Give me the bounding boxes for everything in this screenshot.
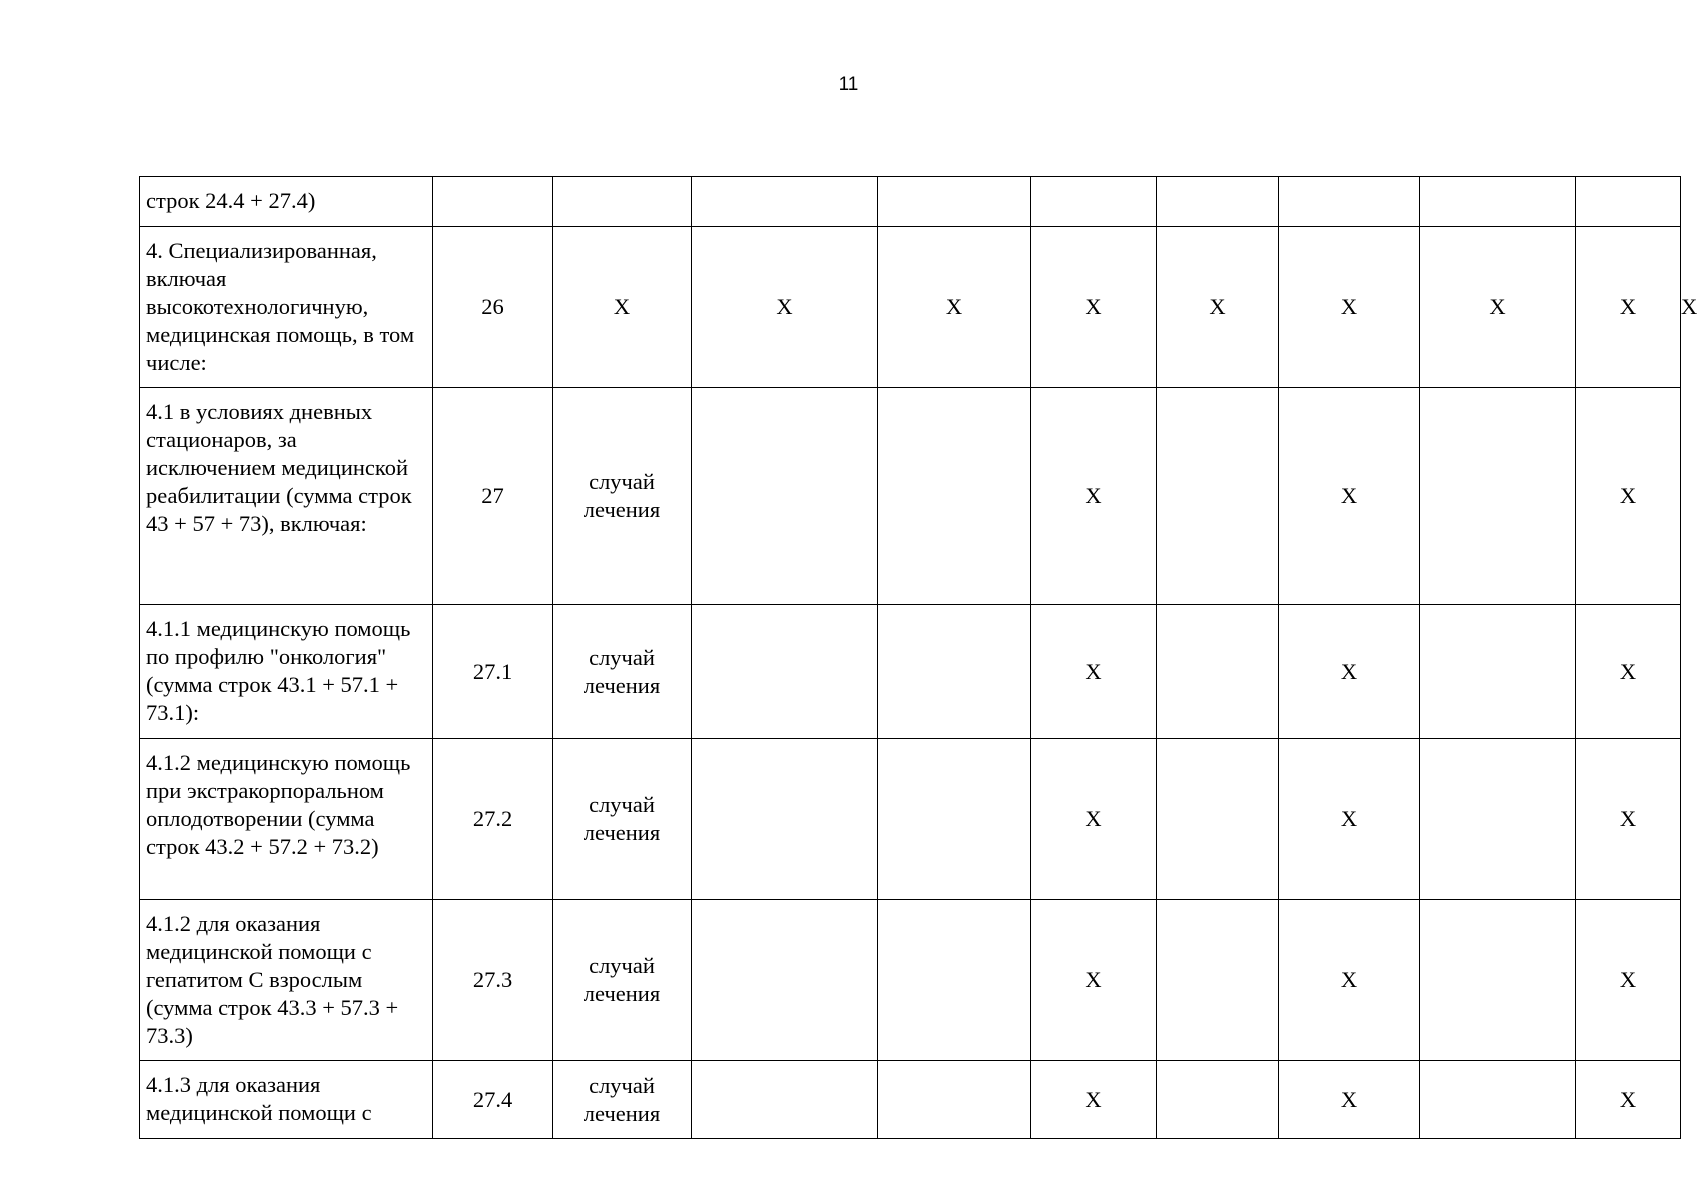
table-cell: X (878, 227, 1031, 388)
table-cell (1420, 1061, 1576, 1139)
row-description: 4.1.2 медицинскую помощь при экстракорпоральном оплодотворении (сумма строк 43.2 + 57.2 + 73.2) (140, 739, 433, 900)
table-cell: X (1031, 605, 1157, 739)
table-cell (878, 900, 1031, 1061)
table-cell (878, 1061, 1031, 1139)
row-description: строк 24.4 + 27.4) (140, 177, 433, 227)
table-cell (1420, 739, 1576, 900)
row-unit: случай лечения (553, 388, 692, 605)
table-cell: X (1279, 900, 1420, 1061)
table-row (140, 605, 1681, 739)
row-code: 27.3 (433, 900, 553, 1061)
table-cell (692, 388, 878, 605)
table-cell: X (1031, 388, 1157, 605)
table-cell (878, 739, 1031, 900)
row-code: 27 (433, 388, 553, 605)
table-row (140, 388, 1681, 605)
table-cell (878, 388, 1031, 605)
row-code: 26 (433, 227, 553, 388)
table-cell (1420, 388, 1576, 605)
table-cell (878, 177, 1031, 227)
table-cell (1157, 1061, 1279, 1139)
data-table (139, 176, 1697, 1139)
table-cell: X (1576, 900, 1681, 1061)
table-cell (1157, 605, 1279, 739)
row-code: 27.1 (433, 605, 553, 739)
page-number: 11 (838, 74, 859, 95)
row-code: 27.4 (433, 1061, 553, 1139)
table-cell (1420, 177, 1576, 227)
table-cell: X (1576, 605, 1681, 739)
row-description: 4.1 в условиях дневных стационаров, за исключением медицинской реабилитации (сумма строк 43 + 57 + 73), включая: (140, 388, 433, 605)
table-cell (1157, 177, 1279, 227)
table-body (140, 177, 1697, 1139)
table-cell (692, 605, 878, 739)
row-unit: X (553, 227, 692, 388)
table-row (140, 900, 1681, 1061)
table-row (140, 1061, 1681, 1139)
table-cell (692, 739, 878, 900)
table-cell: X (1279, 227, 1420, 388)
table-row (140, 177, 1681, 227)
table-row (140, 739, 1681, 900)
row-description: 4.1.1 медицинскую помощь по профилю "онкология" (сумма строк 43.1 + 57.1 + 73.1): (140, 605, 433, 739)
row-unit: случай лечения (553, 900, 692, 1061)
row-description: 4.1.3 для оказания медицинской помощи с (140, 1061, 433, 1139)
row-unit (553, 177, 692, 227)
table-cell: X (1279, 1061, 1420, 1139)
row-code: 27.2 (433, 739, 553, 900)
table-cell: X (1279, 739, 1420, 900)
row-unit: случай лечения (553, 739, 692, 900)
table-cell: X (1576, 739, 1681, 900)
table-cell: X (1031, 739, 1157, 900)
table-cell (1279, 177, 1420, 227)
row-description: 4. Специализированная, включая высокотехнологичную, медицинская помощь, в том числе: (140, 227, 433, 388)
table-cell: X (1576, 227, 1681, 388)
table-cell (878, 605, 1031, 739)
table-cell (1420, 605, 1576, 739)
table-cell (1031, 177, 1157, 227)
table-cell (692, 177, 878, 227)
row-unit: случай лечения (553, 605, 692, 739)
table-row: 4. Специализированная, включая высокотехнологичную, медицинская помощь, в том числе: 26 X X X X X X X X X (140, 227, 1681, 388)
row-unit: случай лечения (553, 1061, 692, 1139)
table-cell (1420, 900, 1576, 1061)
table-cell: X (1031, 900, 1157, 1061)
table-cell (1157, 388, 1279, 605)
table-cell (692, 900, 878, 1061)
table-cell (1157, 900, 1279, 1061)
table-cell: X (1031, 1061, 1157, 1139)
row-description: 4.1.2 для оказания медицинской помощи с гепатитом С взрослым (сумма строк 43.3 + 57.3 + 73.3) (140, 900, 433, 1061)
table-cell: X (1420, 227, 1576, 388)
table-cell (1576, 177, 1681, 227)
table-cell (692, 1061, 878, 1139)
table-cell: X (1576, 388, 1681, 605)
table-cell (1157, 739, 1279, 900)
row-code (433, 177, 553, 227)
table-cell: X (1279, 388, 1420, 605)
table-cell: X (692, 227, 878, 388)
table-cell: X (1031, 227, 1157, 388)
table-cell: X (1576, 1061, 1681, 1139)
table-cell: X (1157, 227, 1279, 388)
table-cell: X (1279, 605, 1420, 739)
